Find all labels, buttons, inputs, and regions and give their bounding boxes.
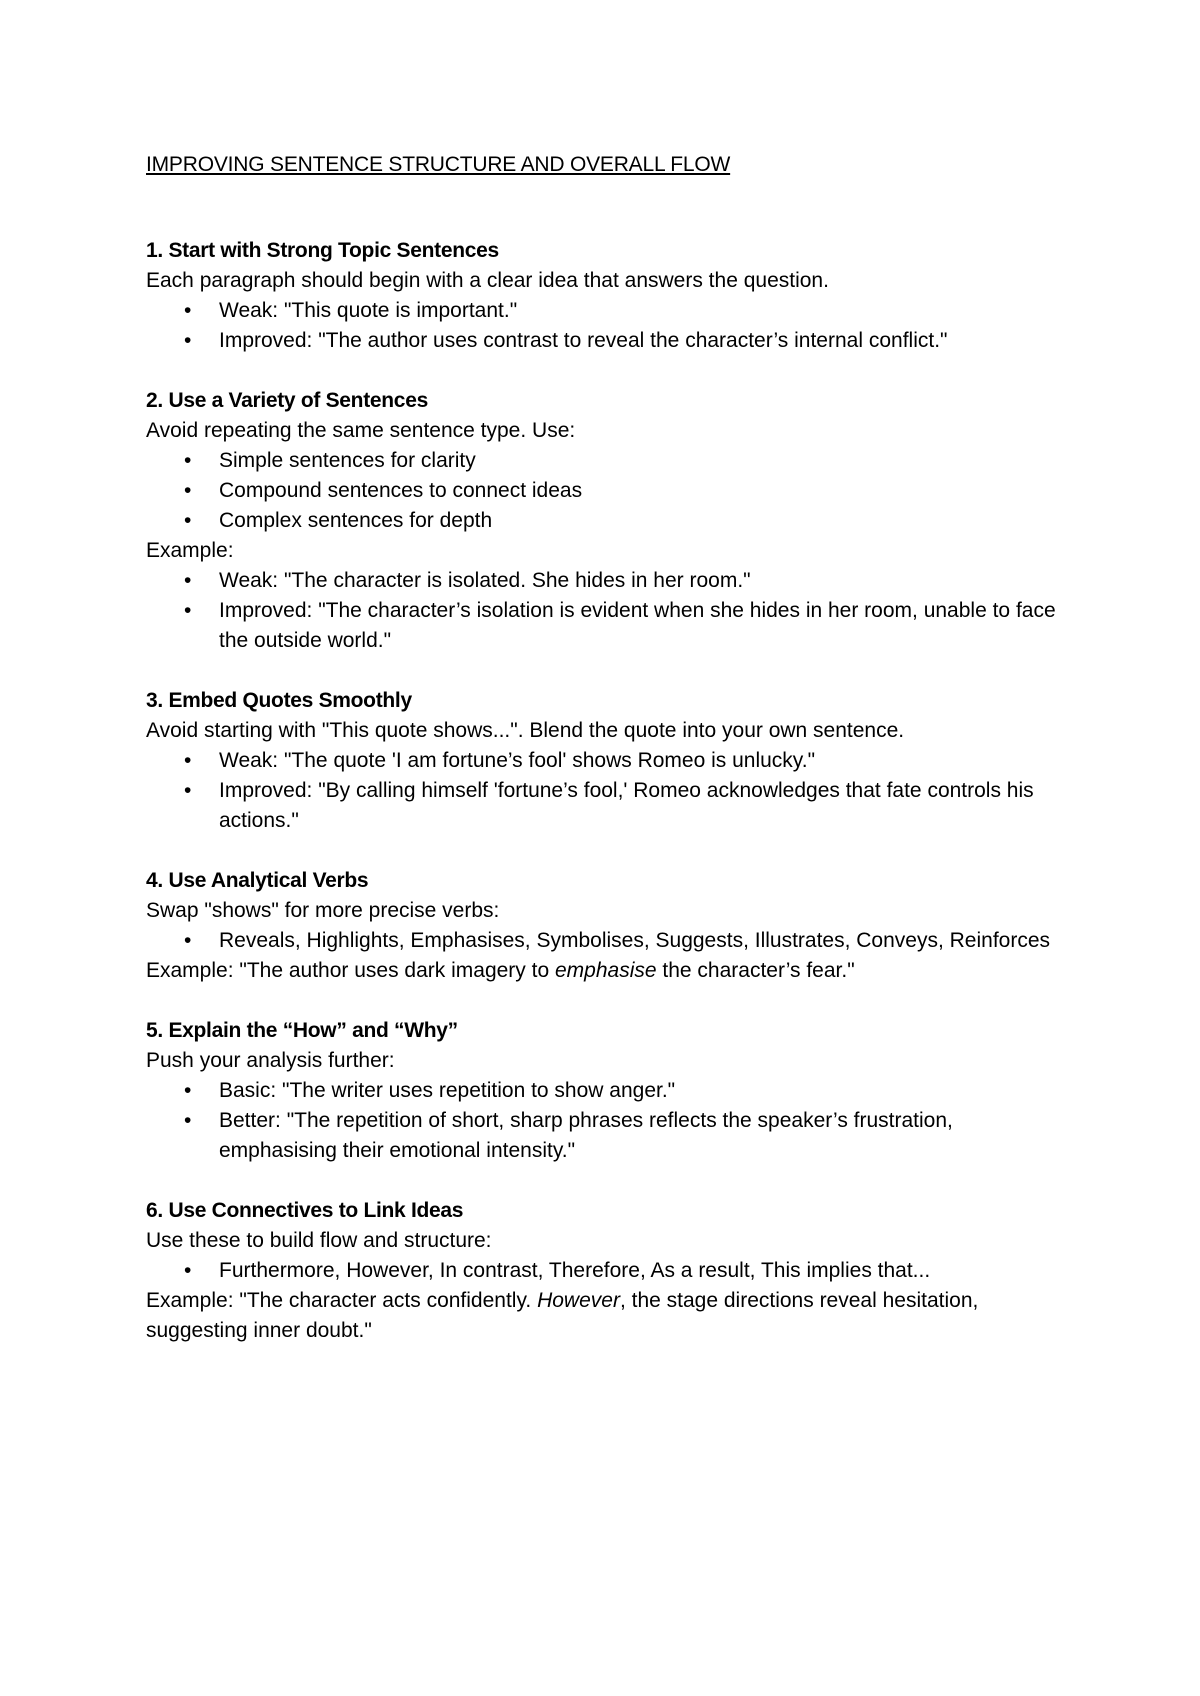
section-intro: Avoid repeating the same sentence type. Use: bbox=[146, 419, 576, 442]
bullet-item: • Improved: "By calling himself 'fortune’s fool,' Romeo acknowledges that fate controls his actions." bbox=[146, 776, 1076, 836]
bullet-item: • Compound sentences to connect ideas bbox=[146, 476, 1076, 506]
bullet-list bbox=[146, 1256, 1076, 1286]
section-heading: 3. Embed Quotes Smoothly bbox=[146, 689, 412, 712]
example-text: Example: "The character acts confidently. bbox=[146, 1289, 538, 1312]
bullet-list bbox=[146, 1076, 1076, 1166]
example-emphasis: emphasise bbox=[554, 959, 657, 982]
bullet-list bbox=[146, 296, 1076, 356]
bullet-list bbox=[146, 746, 1076, 836]
section-how-and-why bbox=[146, 1016, 1076, 1166]
example-label: Example: bbox=[146, 539, 234, 562]
bullet-item: • Complex sentences for depth bbox=[146, 506, 1076, 536]
bullet-item: • Simple sentences for clarity bbox=[146, 446, 1076, 476]
section-heading: 2. Use a Variety of Sentences bbox=[146, 389, 428, 412]
section-embed-quotes bbox=[146, 686, 1076, 836]
section-intro: Each paragraph should begin with a clear idea that answers the question. bbox=[146, 269, 829, 292]
section-topic-sentences bbox=[146, 236, 1076, 356]
section-intro: Use these to build flow and structure: bbox=[146, 1229, 492, 1252]
document-body bbox=[146, 150, 1076, 1376]
bullet-list bbox=[146, 446, 1076, 536]
example-text: Example: "The author uses dark imagery to bbox=[146, 959, 555, 982]
section-heading: 1. Start with Strong Topic Sentences bbox=[146, 239, 499, 262]
bullet-item: • Improved: "The character’s isolation is evident when she hides in her room, unable to face the outside world." bbox=[146, 596, 1076, 656]
section-analytical-verbs bbox=[146, 866, 1076, 986]
example-line bbox=[146, 1286, 1076, 1346]
bullet-item: • Weak: "The quote 'I am fortune’s fool' shows Romeo is unlucky." bbox=[146, 746, 1076, 776]
bullet-item: • Improved: "The author uses contrast to reveal the character’s internal conflict." bbox=[146, 326, 1076, 356]
bullet-item: • Weak: "This quote is important." bbox=[146, 296, 1076, 326]
bullet-item: • Furthermore, However, In contrast, Therefore, As a result, This implies that... bbox=[146, 1256, 1076, 1286]
bullet-item: • Weak: "The character is isolated. She hides in her room." bbox=[146, 566, 1076, 596]
bullet-list bbox=[146, 926, 1076, 956]
example-text: the character’s fear." bbox=[656, 959, 855, 982]
section-intro: Avoid starting with "This quote shows...". Blend the quote into your own sentence. bbox=[146, 719, 905, 742]
section-sentence-variety bbox=[146, 386, 1076, 656]
section-heading: 4. Use Analytical Verbs bbox=[146, 869, 369, 892]
bullet-item: • Better: "The repetition of short, sharp phrases reflects the speaker’s frustration, emphasising their emotional intensity." bbox=[146, 1106, 1076, 1166]
example-line bbox=[146, 956, 1076, 986]
section-connectives bbox=[146, 1196, 1076, 1346]
example-text: , the stage directions reveal hesitation, suggesting inner doubt." bbox=[146, 1289, 979, 1342]
example-emphasis: However bbox=[537, 1289, 620, 1312]
bullet-item: • Basic: "The writer uses repetition to show anger." bbox=[146, 1076, 1076, 1106]
example-bullet-list bbox=[146, 566, 1076, 656]
section-intro: Push your analysis further: bbox=[146, 1049, 395, 1072]
section-heading: 5. Explain the “How” and “Why” bbox=[146, 1019, 458, 1042]
document-title: IMPROVING SENTENCE STRUCTURE AND OVERALL FLOW bbox=[146, 153, 731, 176]
section-intro: Swap "shows" for more precise verbs: bbox=[146, 899, 500, 922]
section-heading: 6. Use Connectives to Link Ideas bbox=[146, 1199, 464, 1222]
bullet-item: • Reveals, Highlights, Emphasises, Symbolises, Suggests, Illustrates, Conveys, Reinforces bbox=[146, 926, 1076, 956]
